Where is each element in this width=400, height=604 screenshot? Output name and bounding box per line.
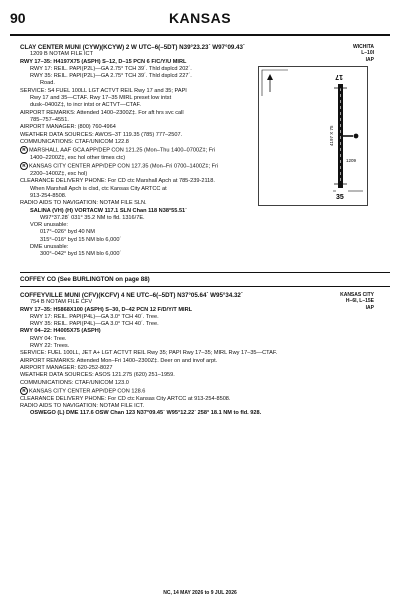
coffeyville-rwy04: RWY 04: Tree. [30,335,67,342]
diagram-corner [262,70,288,96]
clay-elev-notam: 1209 B NOTAM FILE ICT [30,51,93,58]
runway-17-label: 17 [335,73,343,80]
clay-salina-2: W97°37.28´ 031° 35.2 NM to fld. 1316/7E. [40,214,145,221]
clay-dme-unusable: DME unusable: [30,243,69,250]
separator-line [20,286,390,287]
clay-dme-1: 300°–042° byd 15 NM blo 6,000´ [40,251,122,258]
clay-vor-unusable: VOR unusable: [30,222,68,229]
clay-rwy35: RWY 35: REIL. PAPI(P2L)—GA 2.75° TCH 39´. Thld dsplcd 227´. [30,73,192,80]
clay-navaids: RADIO AIDS TO NAVIGATION: NOTAM FILE SLN. [20,200,147,207]
coffeyville-rwy17: RWY 17: REIL. PAPI(P4L)—GA 3.0° TCH 40´. Tree. [30,313,159,320]
clay-rwy35-road: Road. [40,80,55,87]
coffeyville-title: COFFEYVILLE MUNI (CFV)(KCFV) 4 NE UTC–6(–5DT) N37°05.64´ W95°34.32´ [20,292,243,299]
clay-kc-2: 2200–1400Z‡, exc hol) [30,171,88,178]
coffeyville-rwy-1735: RWY 17–35: H5868X100 (ASPH) S–30, D–42 PCN 12 F/D/Y/T MIRL [20,306,193,313]
coffeyville-rwy-0422: RWY 04–22: H4005X75 (ASPH) [20,328,101,335]
clay-title: CLAY CENTER MUNI (CYW)(KCYW) 2 W UTC–6(–5DT) N39°23.23´ W97°09.43´ [20,44,245,51]
field-elevation-label: 1209 [346,158,357,163]
coffey-co-reference: COFFEY CO (See BURLINGTON on page 88) [20,276,150,283]
runway-dimension-label: 4197 X 75 [329,125,334,146]
clay-rwy-1735: RWY 17–35: H4197X75 (ASPH) S–12, D–15 PCN 6 F/C/Y/U MIRL [20,58,187,65]
coffeyville-remarks: AIRPORT REMARKS: Attended Mon–Fri 1400–2300Z‡. Deer on and invof arpt. [20,357,218,364]
clay-vor-2: 315°–016° byd 15 NM blo 6,000´ [40,236,122,243]
clay-service-3: dusk–0400Z‡, to incr intst or ACTVT—CTAF. [30,102,141,109]
clay-marshall-2: 1400–2200Z‡, exc hol other times ctc) [30,154,126,161]
radar-symbol-icon: R [20,162,28,170]
clay-service-2: Rwy 17 and 35—CTAF. Rwy 17–35 MIRL preset low intst [30,95,172,102]
state-title: KANSAS [168,10,232,26]
coffeyville-communications: COMMUNICATIONS: CTAF/UNICOM 123.0 [20,379,129,386]
coffeyville-entry [20,292,388,418]
radar-symbol-icon: R [20,146,28,154]
page-header [10,8,390,36]
clay-chart-region: WICHITA [352,44,374,50]
clay-service-1: SERVICE: S4 FUEL 100LL LGT ACTVT REIL Rwy 17 and 35; PAPI [20,87,187,94]
clay-vor-1: 017°–026° byd 40 NM [40,229,95,236]
clay-salina-1: SALINA (VH) (H) VORTACW 117.1 SLN Chan 118 N38°55.51´ [30,207,188,214]
airport-diagram [258,66,368,206]
clay-iap: IAP [365,56,374,63]
coffeyville-navaids: RADIO AIDS TO NAVIGATION: NOTAM FILE ICT. [20,402,145,409]
beacon-icon [354,134,359,139]
page-number: 90 [10,10,26,26]
coffeyville-weather: WEATHER DATA SOURCES: ASOS 121.275 (620) 251–1959. [20,372,175,379]
clay-weather: WEATHER DATA SOURCES: AWOS–3T 119.35 (785) 777–2507. [20,131,183,138]
clay-clearance-3: 913-254-8508. [30,192,67,199]
runway-35-label: 35 [336,194,344,201]
coffeyville-service: SERVICE: FUEL 100LL, JET A+ LGT ACTVT REIL Rwy 35; PAPI Rwy 17–35; MIRL Rwy 17–35—CTAF. [20,350,278,357]
clay-rwy17: RWY 17: REIL. PAPI(P2L)—GA 2.75° TCH 39´. Thld dsplcd 202´. [30,65,192,72]
effective-dates-footer: NC, 14 MAY 2026 to 9 JUL 2026 [163,590,237,596]
clay-low-chart: L–10I [361,50,374,57]
clay-manager: AIRPORT MANAGER: (800) 760-4964 [20,124,116,131]
coffeyville-elev-notam: 754 B NOTAM FILE CFV [30,299,93,306]
coffeyville-clearance: CLEARANCE DELIVERY PHONE: For CD ctc Kansas City ARTCC at 913-254-8508. [20,395,231,402]
coffeyville-rwy22: RWY 22: Trees. [30,343,70,350]
radar-symbol-icon: R [20,387,28,395]
coffeyville-iap: IAP [365,304,374,311]
coffeyville-oswego: OSWEGO (L) DME 117.6 OSW Chan 123 N37°09.45´ W95°12.22´ 258° 18.1 NM to fld. 928. [30,410,262,417]
clay-clearance-1: CLEARANCE DELIVERY PHONE: For CD ctc Marshall Apch at 785-239-2118. [20,178,215,185]
north-arrow-icon [267,74,273,92]
clay-remarks-2: 785–757–4551. [30,116,69,123]
coffeyville-kc: KANSAS CITY CENTER APP/DEP CON 128.6 [29,388,146,395]
separator-line [20,272,390,273]
clay-communications: COMMUNICATIONS: CTAF/UNICOM 122.8 [20,138,129,145]
coffeyville-chart-region: KANSAS CITY [340,292,374,298]
clay-kc-1: KANSAS CITY CENTER APP/DEP CON 127.35 (Mon–Fri 0700–1400Z‡; Fri [29,163,219,170]
coffeyville-enroute-charts: H–6I, L–15E [345,298,374,305]
clay-marshall-1: MARSHALL AAF GCA APP/DEP CON 121.25 (Mon–Thu 1400–0700Z‡; Fri [29,147,216,154]
clay-clearance-2: When Marshall Apch is clsd, ctc Kansas City ARTCC at [30,185,167,192]
coffeyville-rwy35: RWY 35: REIL. PAPI(P4L)—GA 3.0° TCH 40´. Tree. [30,321,159,328]
coffeyville-manager: AIRPORT MANAGER: 620-252-8027 [20,364,113,371]
coffey-co-entry [20,276,388,283]
clay-remarks-1: AIRPORT REMARKS: Attended 1400–2300Z‡. For aft hrs svc call [20,109,184,116]
